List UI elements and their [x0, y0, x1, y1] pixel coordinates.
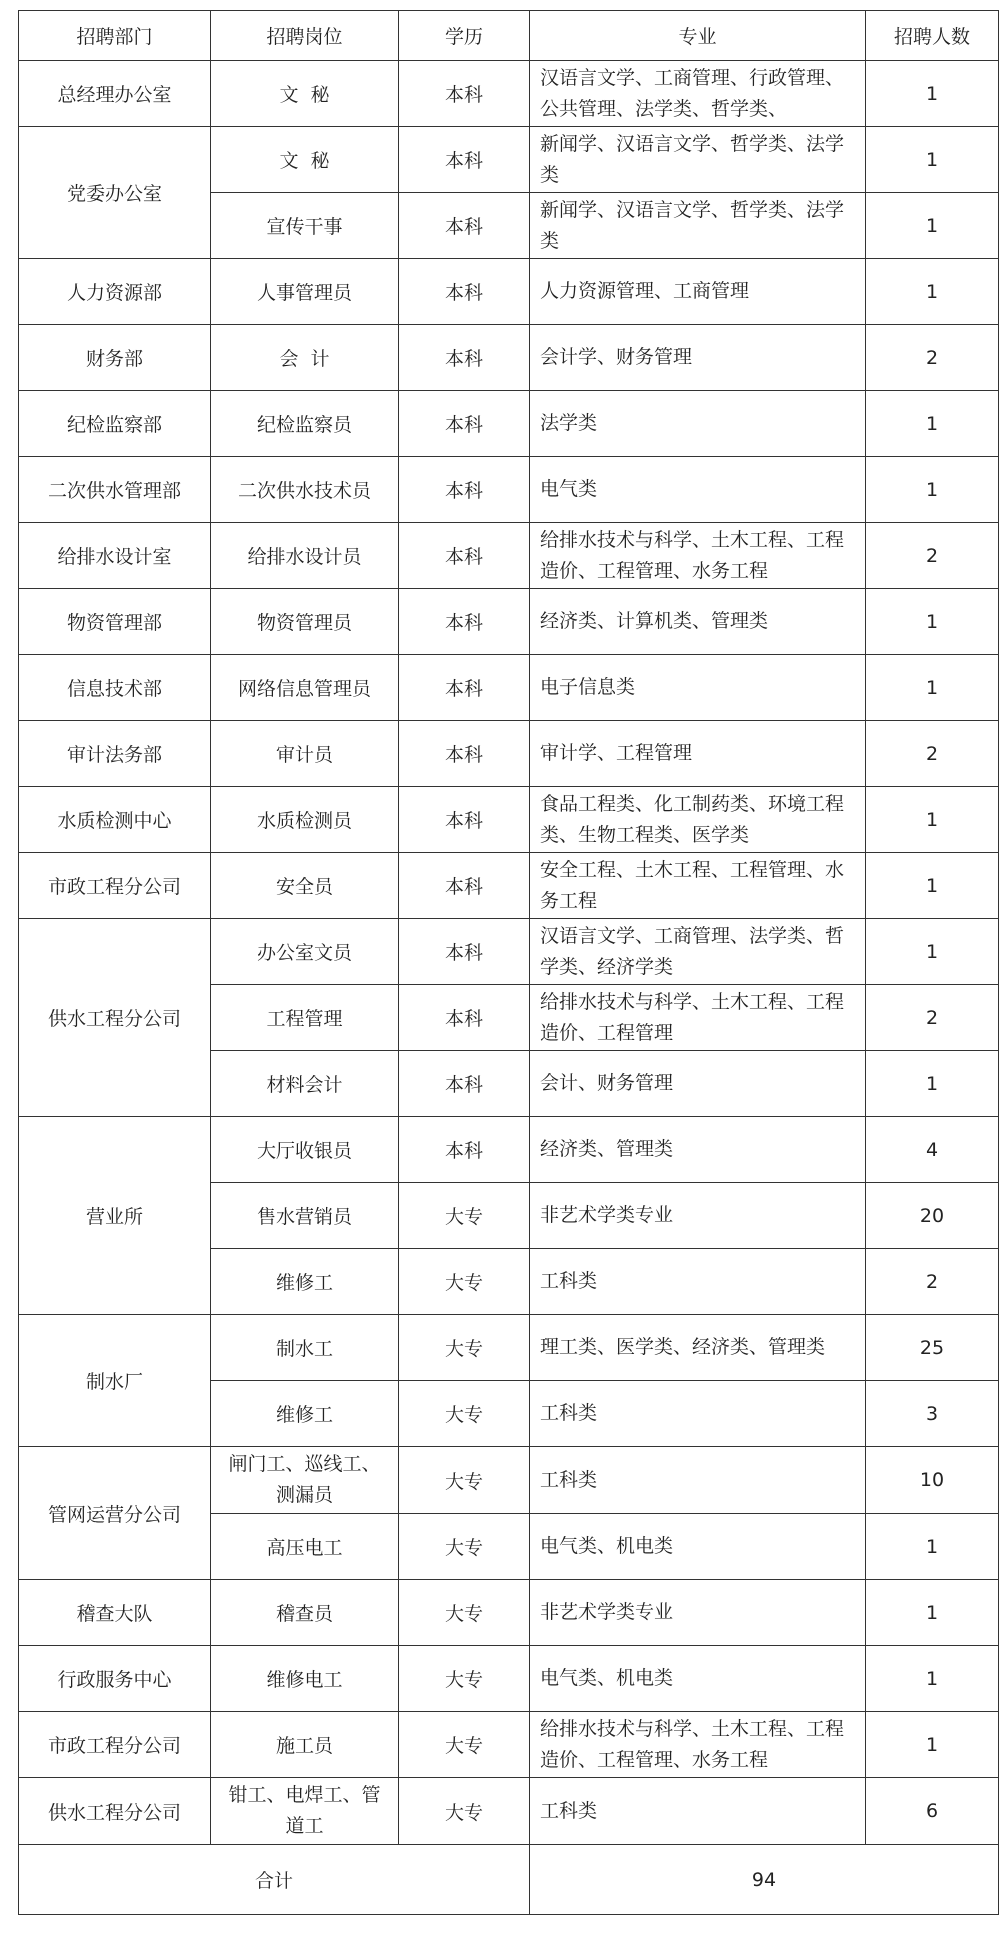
count-cell: 1	[866, 127, 999, 193]
dept-cell: 人力资源部	[19, 259, 211, 325]
table-row	[19, 853, 999, 919]
edu-cell: 本科	[399, 61, 530, 127]
dept-cell: 总经理办公室	[19, 61, 211, 127]
position-cell: 安全员	[211, 853, 399, 919]
total-value: 94	[530, 1845, 999, 1915]
table-row	[19, 655, 999, 721]
table-row	[19, 61, 999, 127]
table-row	[19, 1117, 999, 1183]
major-cell: 非艺术学类专业	[530, 1580, 866, 1646]
position-cell: 会 计	[211, 325, 399, 391]
major-cell: 电气类	[530, 457, 866, 523]
table-row	[19, 127, 999, 193]
table-row	[19, 787, 999, 853]
position-cell: 制水工	[211, 1315, 399, 1381]
dept-cell: 审计法务部	[19, 721, 211, 787]
header-education: 学历	[399, 11, 530, 61]
edu-cell: 大专	[399, 1315, 530, 1381]
count-cell: 6	[866, 1778, 999, 1845]
major-cell: 电子信息类	[530, 655, 866, 721]
edu-cell: 大专	[399, 1778, 530, 1845]
position-cell: 给排水设计员	[211, 523, 399, 589]
major-cell: 电气类、机电类	[530, 1514, 866, 1580]
count-cell: 1	[866, 391, 999, 457]
position-cell: 人事管理员	[211, 259, 399, 325]
dept-cell: 供水工程分公司	[19, 1778, 211, 1845]
count-cell: 2	[866, 1249, 999, 1315]
table-header-row	[19, 11, 999, 61]
table-row	[19, 1778, 999, 1845]
edu-cell: 本科	[399, 721, 530, 787]
position-cell: 稽查员	[211, 1580, 399, 1646]
count-cell: 1	[866, 853, 999, 919]
count-cell: 1	[866, 1646, 999, 1712]
dept-cell: 行政服务中心	[19, 1646, 211, 1712]
edu-cell: 大专	[399, 1183, 530, 1249]
count-cell: 3	[866, 1381, 999, 1447]
edu-cell: 大专	[399, 1646, 530, 1712]
position-cell: 水质检测员	[211, 787, 399, 853]
count-cell: 2	[866, 985, 999, 1051]
edu-cell: 本科	[399, 325, 530, 391]
count-cell: 2	[866, 721, 999, 787]
position-cell: 文 秘	[211, 61, 399, 127]
major-cell: 电气类、机电类	[530, 1646, 866, 1712]
count-cell: 1	[866, 193, 999, 259]
table-row	[19, 523, 999, 589]
table-row	[19, 1315, 999, 1381]
edu-cell: 大专	[399, 1514, 530, 1580]
major-cell: 安全工程、土木工程、工程管理、水务工程	[530, 853, 866, 919]
position-cell: 工程管理	[211, 985, 399, 1051]
table-row	[19, 259, 999, 325]
major-cell: 汉语言文学、工商管理、法学类、哲学类、经济学类	[530, 919, 866, 985]
count-cell: 1	[866, 61, 999, 127]
edu-cell: 本科	[399, 985, 530, 1051]
edu-cell: 大专	[399, 1381, 530, 1447]
dept-cell: 二次供水管理部	[19, 457, 211, 523]
count-cell: 4	[866, 1117, 999, 1183]
edu-cell: 本科	[399, 259, 530, 325]
edu-cell: 本科	[399, 1051, 530, 1117]
count-cell: 1	[866, 1051, 999, 1117]
position-cell: 审计员	[211, 721, 399, 787]
major-cell: 给排水技术与科学、土木工程、工程造价、工程管理、水务工程	[530, 1712, 866, 1778]
dept-cell: 市政工程分公司	[19, 1712, 211, 1778]
major-cell: 汉语言文学、工商管理、行政管理、公共管理、法学类、哲学类、	[530, 61, 866, 127]
count-cell: 25	[866, 1315, 999, 1381]
position-cell: 高压电工	[211, 1514, 399, 1580]
count-cell: 10	[866, 1447, 999, 1514]
count-cell: 20	[866, 1183, 999, 1249]
count-cell: 1	[866, 589, 999, 655]
major-cell: 会计学、财务管理	[530, 325, 866, 391]
header-count: 招聘人数	[866, 11, 999, 61]
position-cell: 大厅收银员	[211, 1117, 399, 1183]
major-cell: 新闻学、汉语言文学、哲学类、法学类	[530, 127, 866, 193]
table-row	[19, 457, 999, 523]
count-cell: 1	[866, 1514, 999, 1580]
header-position: 招聘岗位	[211, 11, 399, 61]
dept-cell: 信息技术部	[19, 655, 211, 721]
edu-cell: 本科	[399, 457, 530, 523]
count-cell: 1	[866, 259, 999, 325]
count-cell: 1	[866, 787, 999, 853]
position-cell: 材料会计	[211, 1051, 399, 1117]
edu-cell: 本科	[399, 523, 530, 589]
position-cell: 网络信息管理员	[211, 655, 399, 721]
major-cell: 会计、财务管理	[530, 1051, 866, 1117]
table-row	[19, 391, 999, 457]
edu-cell: 本科	[399, 193, 530, 259]
count-cell: 2	[866, 325, 999, 391]
table-row	[19, 1646, 999, 1712]
table-row	[19, 919, 999, 985]
table-row	[19, 325, 999, 391]
count-cell: 1	[866, 919, 999, 985]
major-cell: 给排水技术与科学、土木工程、工程造价、工程管理	[530, 985, 866, 1051]
major-cell: 经济类、计算机类、管理类	[530, 589, 866, 655]
major-cell: 给排水技术与科学、土木工程、工程造价、工程管理、水务工程	[530, 523, 866, 589]
header-major: 专业	[530, 11, 866, 61]
dept-cell: 财务部	[19, 325, 211, 391]
dept-cell: 制水厂	[19, 1315, 211, 1447]
position-cell: 纪检监察员	[211, 391, 399, 457]
edu-cell: 大专	[399, 1249, 530, 1315]
major-cell: 理工类、医学类、经济类、管理类	[530, 1315, 866, 1381]
dept-cell: 纪检监察部	[19, 391, 211, 457]
count-cell: 1	[866, 1712, 999, 1778]
count-cell: 1	[866, 1580, 999, 1646]
count-cell: 2	[866, 523, 999, 589]
edu-cell: 本科	[399, 787, 530, 853]
major-cell: 经济类、管理类	[530, 1117, 866, 1183]
major-cell: 法学类	[530, 391, 866, 457]
position-cell: 二次供水技术员	[211, 457, 399, 523]
position-cell: 施工员	[211, 1712, 399, 1778]
edu-cell: 本科	[399, 391, 530, 457]
dept-cell: 稽查大队	[19, 1580, 211, 1646]
dept-cell: 管网运营分公司	[19, 1447, 211, 1580]
edu-cell: 本科	[399, 853, 530, 919]
header-dept: 招聘部门	[19, 11, 211, 61]
position-cell: 维修工	[211, 1381, 399, 1447]
table-row	[19, 589, 999, 655]
major-cell: 工科类	[530, 1778, 866, 1845]
dept-cell: 市政工程分公司	[19, 853, 211, 919]
major-cell: 工科类	[530, 1447, 866, 1514]
major-cell: 食品工程类、化工制药类、环境工程类、生物工程类、医学类	[530, 787, 866, 853]
dept-cell: 水质检测中心	[19, 787, 211, 853]
edu-cell: 本科	[399, 655, 530, 721]
total-label: 合计	[19, 1845, 530, 1915]
dept-cell: 给排水设计室	[19, 523, 211, 589]
major-cell: 审计学、工程管理	[530, 721, 866, 787]
position-cell: 维修电工	[211, 1646, 399, 1712]
major-cell: 工科类	[530, 1381, 866, 1447]
edu-cell: 本科	[399, 589, 530, 655]
position-cell: 文 秘	[211, 127, 399, 193]
table-row	[19, 721, 999, 787]
edu-cell: 本科	[399, 919, 530, 985]
dept-cell: 营业所	[19, 1117, 211, 1315]
position-cell: 物资管理员	[211, 589, 399, 655]
position-cell: 售水营销员	[211, 1183, 399, 1249]
edu-cell: 大专	[399, 1712, 530, 1778]
position-cell: 宣传干事	[211, 193, 399, 259]
major-cell: 人力资源管理、工商管理	[530, 259, 866, 325]
count-cell: 1	[866, 655, 999, 721]
dept-cell: 党委办公室	[19, 127, 211, 259]
edu-cell: 本科	[399, 1117, 530, 1183]
recruitment-table	[18, 10, 999, 1915]
position-cell: 闸门工、巡线工、测漏员	[211, 1447, 399, 1514]
position-cell: 办公室文员	[211, 919, 399, 985]
table-row	[19, 1712, 999, 1778]
dept-cell: 供水工程分公司	[19, 919, 211, 1117]
count-cell: 1	[866, 457, 999, 523]
dept-cell: 物资管理部	[19, 589, 211, 655]
total-row	[19, 1845, 999, 1915]
edu-cell: 大专	[399, 1580, 530, 1646]
major-cell: 工科类	[530, 1249, 866, 1315]
major-cell: 非艺术学类专业	[530, 1183, 866, 1249]
edu-cell: 本科	[399, 127, 530, 193]
table-row	[19, 1447, 999, 1514]
position-cell: 钳工、电焊工、管道工	[211, 1778, 399, 1845]
table-row	[19, 1580, 999, 1646]
major-cell: 新闻学、汉语言文学、哲学类、法学类	[530, 193, 866, 259]
position-cell: 维修工	[211, 1249, 399, 1315]
edu-cell: 大专	[399, 1447, 530, 1514]
